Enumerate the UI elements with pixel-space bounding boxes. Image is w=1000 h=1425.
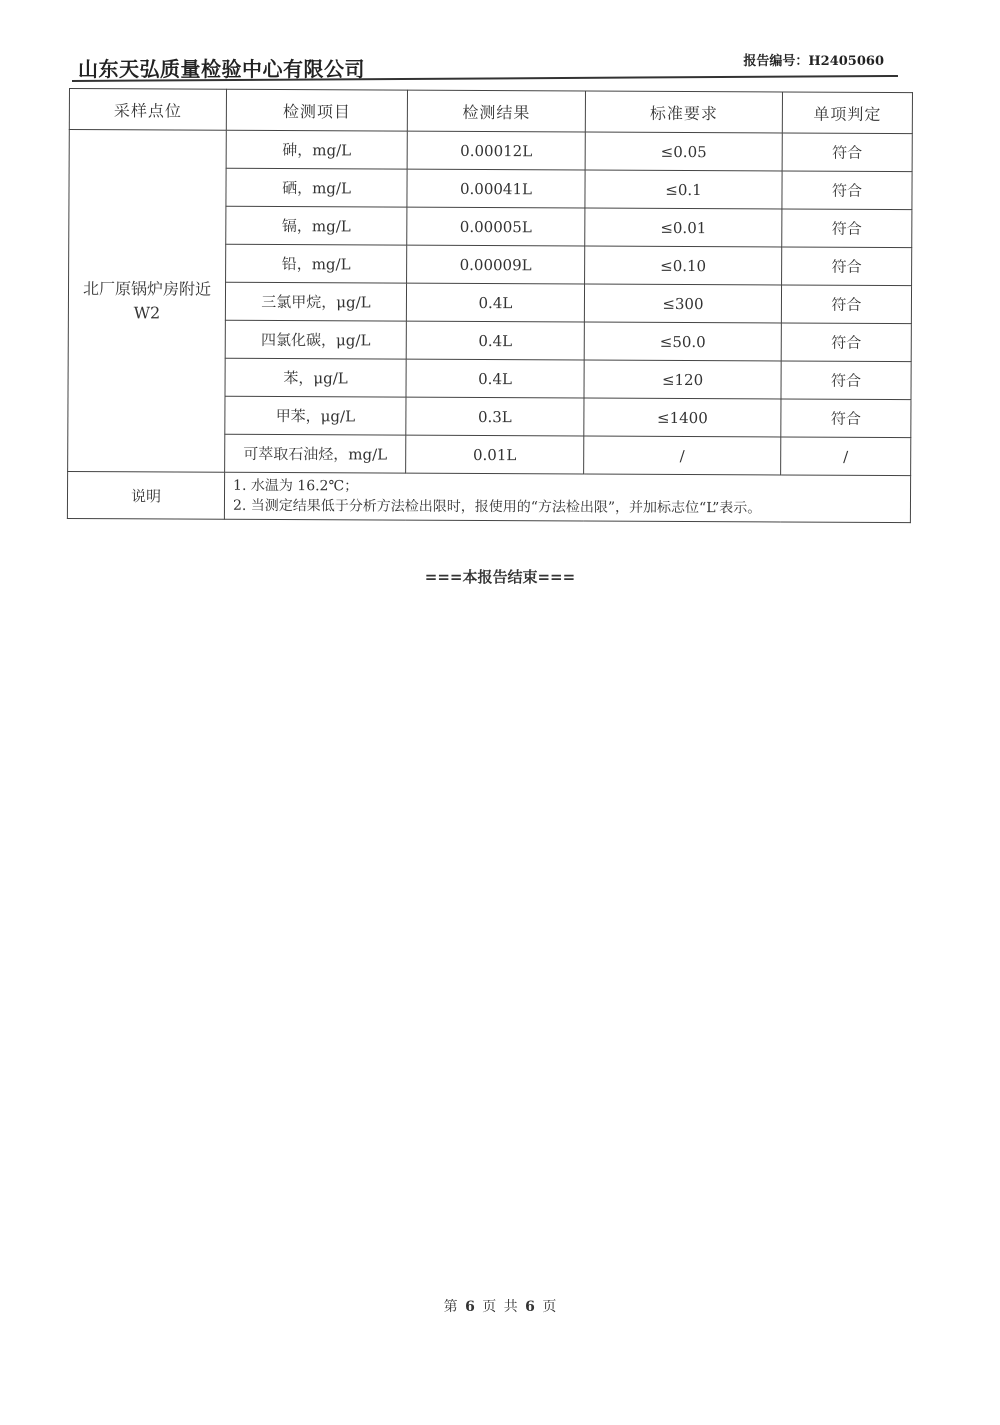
note-water-temperature: 1. 水温为 16.2℃；: [233, 477, 359, 495]
test-result-cell: 0.3L: [406, 397, 584, 436]
test-item-cell: 四氯化碳，μg/L: [225, 320, 406, 359]
note-detection-limit: 2. 当测定结果低于分析方法检出限时，报使用的“方法检出限”，并加标志位“L”表示。: [232, 497, 762, 517]
results-table-container: [67, 88, 912, 523]
report-number-label: 报告编号：: [743, 54, 809, 69]
sampling-site-name: 北厂原锅炉房附近: [82, 278, 212, 299]
report-end-mark: ===本报告结束===: [424, 568, 576, 586]
notes-label: 说明: [67, 471, 224, 519]
standard-cell: ≤0.01: [585, 208, 782, 247]
standard-cell: ≤0.1: [585, 170, 782, 209]
test-result-cell: 0.4L: [406, 359, 584, 398]
report-number: [743, 50, 884, 69]
report-number-value: H2405060: [808, 54, 884, 69]
page-suffix: 页: [542, 1299, 557, 1315]
standard-cell: /: [584, 436, 781, 475]
verdict-cell: 符合: [781, 285, 911, 324]
verdict-cell: 符合: [781, 399, 911, 438]
verdict-cell: 符合: [782, 133, 912, 172]
verdict-cell: 符合: [782, 171, 912, 210]
test-result-cell: 0.00005L: [407, 207, 585, 246]
test-result-cell: 0.01L: [406, 435, 584, 474]
test-item-cell: 可萃取石油烃，mg/L: [225, 434, 406, 473]
page-mid: 页 共: [482, 1299, 518, 1315]
test-result-cell: 0.4L: [406, 321, 584, 360]
test-result-cell: 0.00012L: [407, 131, 585, 170]
notes-row: [67, 471, 910, 522]
test-item-cell: 苯，μg/L: [225, 358, 406, 397]
standard-cell: ≤50.0: [584, 322, 781, 361]
notes-cell: [224, 472, 910, 522]
test-item-cell: 甲苯，μg/L: [225, 396, 406, 435]
standard-cell: ≤0.05: [585, 132, 782, 171]
standard-cell: ≤300: [584, 284, 781, 323]
verdict-cell: 符合: [781, 361, 911, 400]
sampling-site-code: W2: [133, 302, 161, 322]
column-header-item: 检测项目: [226, 89, 407, 131]
column-header-result: 检测结果: [407, 90, 585, 132]
standard-cell: ≤0.10: [585, 246, 782, 285]
test-item-cell: 镉，mg/L: [226, 206, 407, 245]
column-header-standard: 标准要求: [585, 91, 782, 133]
verdict-cell: /: [781, 437, 911, 476]
column-header-site: 采样点位: [69, 89, 226, 131]
column-header-verdict: 单项判定: [782, 92, 912, 134]
page-prefix: 第: [443, 1299, 458, 1315]
page-current: 6: [465, 1299, 475, 1315]
page-number: [0, 1296, 1000, 1316]
verdict-cell: 符合: [782, 247, 912, 286]
standard-cell: ≤120: [584, 360, 781, 399]
test-item-cell: 三氯甲烷，μg/L: [225, 282, 406, 321]
page-total: 6: [525, 1299, 535, 1315]
test-result-cell: 0.4L: [406, 283, 584, 322]
standard-cell: ≤1400: [584, 398, 781, 437]
table-header-row: [69, 89, 912, 134]
test-item-cell: 硒，mg/L: [226, 168, 407, 207]
test-item-cell: 铅，mg/L: [226, 244, 407, 283]
company-name: 山东天弘质量检验中心有限公司: [78, 57, 365, 81]
results-table: [67, 88, 913, 523]
test-result-cell: 0.00009L: [407, 245, 585, 284]
test-item-cell: 砷，mg/L: [226, 130, 407, 169]
verdict-cell: 符合: [781, 323, 911, 362]
sampling-site-cell: [68, 130, 227, 473]
test-result-cell: 0.00041L: [407, 169, 585, 208]
table-row: [69, 130, 912, 172]
verdict-cell: 符合: [782, 209, 912, 248]
